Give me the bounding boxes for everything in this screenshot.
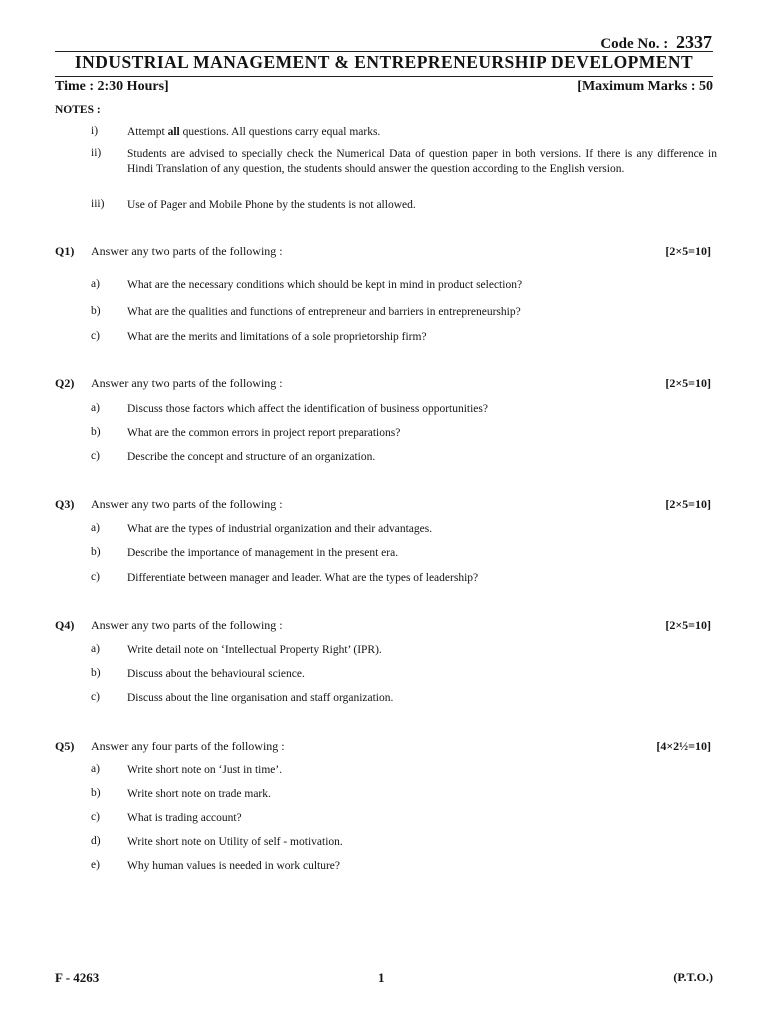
- part-text: What are the qualities and functions of entrepreneur and barriers in entrepreneurship?: [127, 306, 521, 318]
- part-number: a): [91, 402, 100, 414]
- part-number: a): [91, 763, 100, 775]
- part-text: Describe the importance of management in the present era.: [127, 547, 399, 559]
- question-label: Q1): [55, 244, 75, 258]
- part-text: Write short note on trade mark.: [127, 788, 271, 800]
- part-text: What are the common errors in project report preparations?: [127, 427, 401, 439]
- page-number: 1: [378, 970, 385, 985]
- part-text: Write detail note on ‘Intellectual Property Right’ (IPR).: [127, 644, 382, 656]
- part-number: b): [91, 787, 101, 799]
- time-allowed: Time : 2:30 Hours]: [55, 79, 169, 94]
- code-number: [600, 32, 712, 53]
- note-number: i): [91, 125, 99, 137]
- part-text: Differentiate between manager and leader. What are the types of leadership?: [127, 572, 479, 584]
- question-instruction: Answer any four parts of the following :: [91, 739, 285, 753]
- part-text: What are the types of industrial organization and their advantages.: [127, 523, 433, 535]
- question-label: Q2): [55, 376, 75, 390]
- part-number: c): [91, 450, 100, 462]
- part-number: a): [91, 278, 100, 290]
- maximum-marks: [Maximum Marks : 50: [577, 79, 713, 94]
- question-instruction: Answer any two parts of the following :: [91, 618, 283, 632]
- pto-note: (P.T.O.): [673, 970, 713, 984]
- question-marks: [4×2½=10]: [656, 739, 711, 753]
- part-number: b): [91, 546, 101, 558]
- part-number: b): [91, 426, 101, 438]
- question-instruction: Answer any two parts of the following :: [91, 376, 283, 390]
- part-number: d): [91, 835, 101, 847]
- part-number: a): [91, 522, 100, 534]
- part-number: b): [91, 667, 101, 679]
- question-label: Q4): [55, 618, 75, 632]
- note-text: Students are advised to specially check the Numerical Data of question paper in both versions. If there is any difference in Hindi Translation of any question, the students should answer the question according to the English version.: [127, 148, 717, 175]
- note-text: Use of Pager and Mobile Phone by the students is not allowed.: [127, 199, 416, 211]
- part-number: c): [91, 571, 100, 583]
- code-label: Code No. :: [600, 36, 669, 52]
- paper-code: F - 4263: [55, 970, 100, 985]
- part-number: c): [91, 691, 100, 703]
- part-number: a): [91, 643, 100, 655]
- part-number: c): [91, 811, 100, 823]
- title-rule: [55, 76, 713, 77]
- note-number: iii): [91, 198, 105, 210]
- question-marks: [2×5=10]: [665, 244, 711, 258]
- part-text: Write short note on Utility of self - motivation.: [127, 836, 343, 848]
- part-number: e): [91, 859, 100, 871]
- part-text: Discuss those factors which affect the identification of business opportunities?: [127, 403, 488, 415]
- note-number: ii): [91, 147, 102, 159]
- question-instruction: Answer any two parts of the following :: [91, 244, 283, 258]
- question-marks: [2×5=10]: [665, 618, 711, 632]
- question-marks: [2×5=10]: [665, 376, 711, 390]
- notes-heading: NOTES :: [55, 104, 101, 116]
- part-number: c): [91, 330, 100, 342]
- question-label: Q3): [55, 497, 75, 511]
- part-text: Discuss about the behavioural science.: [127, 668, 305, 680]
- code-value: 2337: [676, 32, 712, 52]
- part-text: Discuss about the line organisation and staff organization.: [127, 692, 394, 704]
- question-marks: [2×5=10]: [665, 497, 711, 511]
- part-text: Write short note on ‘Just in time’.: [127, 764, 283, 776]
- part-text: What are the necessary conditions which should be kept in mind in product selection?: [127, 279, 523, 291]
- part-text: Describe the concept and structure of an organization.: [127, 451, 376, 463]
- note-emphasis: all: [167, 126, 180, 138]
- question-instruction: Answer any two parts of the following :: [91, 497, 283, 511]
- question-label: Q5): [55, 739, 75, 753]
- part-text: What is trading account?: [127, 812, 242, 824]
- paper-title: INDUSTRIAL MANAGEMENT & ENTREPRENEURSHIP DEVELOPMENT: [74, 52, 694, 72]
- part-number: b): [91, 305, 101, 317]
- part-text: Why human values is needed in work culture?: [127, 860, 341, 872]
- part-text: What are the merits and limitations of a sole proprietorship firm?: [127, 331, 427, 343]
- note-text: Attempt all questions. All questions carry equal marks.: [127, 126, 381, 138]
